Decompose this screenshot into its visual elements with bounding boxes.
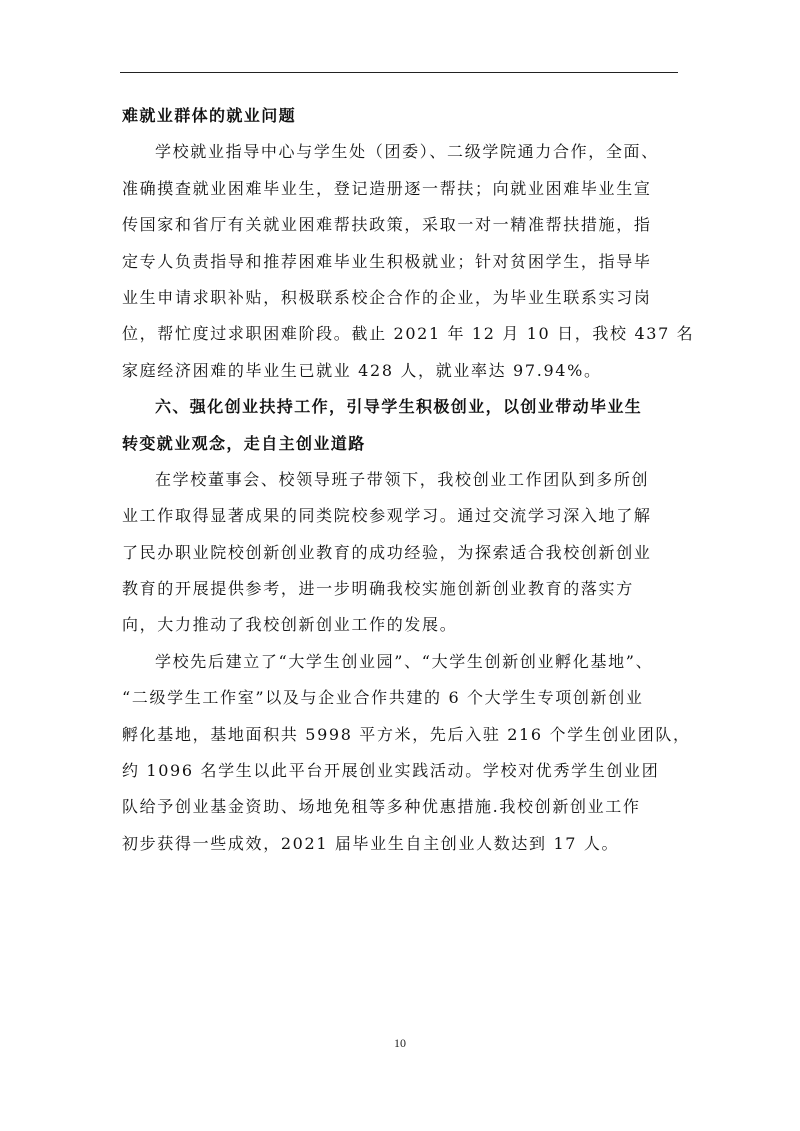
text-line: 业生申请求职补贴，积极联系校企合作的企业，为毕业生联系实习岗 (122, 287, 652, 307)
text-line: 向，大力推动了我校创新创业工作的发展。 (122, 615, 458, 635)
section-heading-line: 六、强化创业扶持工作，引导学生积极创业，以创业带动毕业生 (155, 397, 643, 417)
text-line: 难就业群体的就业问题 (122, 106, 297, 125)
text-line: 队给予创业基金资助、场地免租等多种优惠措施.我校创新创业工作 (122, 797, 641, 817)
text-line: 位，帮忙度过求职困难阶段。截止 2021 年 12 月 10 日，我校 437 名 (122, 324, 695, 344)
text-line: 学校就业指导中心与学生处（团委）、二级学院通力合作，全面、 (155, 142, 659, 162)
text-line: 家庭经济困难的毕业生已就业 428 人，就业率达 97.94%。 (122, 360, 602, 380)
header-rule (120, 72, 678, 73)
text-line: 业工作取得显著成果的同类院校参观学习。通过交流学习深入地了解 (122, 506, 652, 526)
text-line: 在学校董事会、校领导班子带领下，我校创业工作团队到多所创 (155, 469, 650, 489)
text-line: 约 1096 名学生以此平台开展创业实践活动。学校对优秀学生创业团 (122, 761, 660, 781)
body-text (122, 98, 695, 862)
text-line: “二级学生工作室”以及与企业合作共建的 6 个大学生专项创新创业 (122, 688, 644, 708)
section-heading-line: 转变就业观念，走自主创业道路 (122, 433, 366, 453)
page-number: 10 (394, 1036, 406, 1050)
text-line: 传国家和省厅有关就业困难帮扶政策，采取一对一精准帮扶措施，指 (122, 215, 652, 235)
text-line: 孵化基地，基地面积共 5998 平方米，先后入驻 216 个学生创业团队， (122, 724, 691, 744)
text-line: 教育的开展提供参考，进一步明确我校实施创新创业教育的落实方 (122, 579, 634, 599)
text-line: 准确摸查就业困难毕业生，登记造册逐一帮扶；向就业困难毕业生宣 (122, 178, 652, 198)
text-line: 定专人负责指导和推荐困难毕业生积极就业；针对贫困学生，指导毕 (122, 251, 652, 271)
text-line: 了民办职业院校创新创业教育的成功经验，为探索适合我校创新创业 (122, 542, 652, 562)
text-line: 初步获得一些成效，2021 届毕业生自主创业人数达到 17 人。 (122, 833, 620, 853)
text-line: 学校先后建立了“大学生创业园”、“大学生创新创业孵化基地”、 (155, 651, 654, 671)
